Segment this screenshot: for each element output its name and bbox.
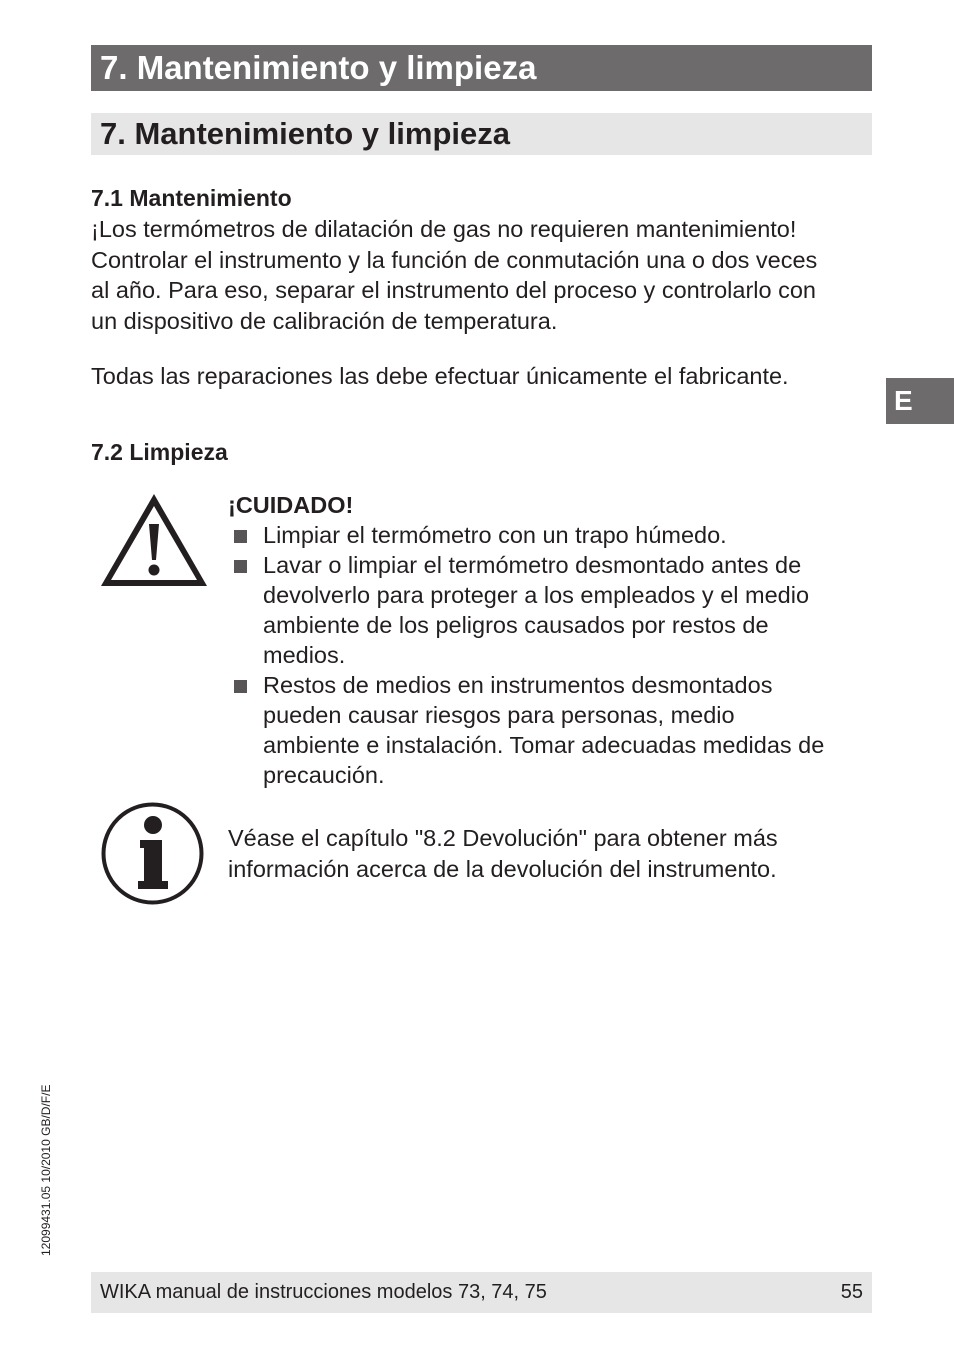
bullet-line: Limpiar el termómetro con un trapo húmedo. (263, 522, 727, 548)
section-title-bar (91, 113, 872, 155)
language-tab (886, 378, 954, 424)
section-title: 7. Mantenimiento y limpieza (100, 116, 510, 151)
footer-bar (91, 1272, 872, 1313)
caution-block (228, 490, 878, 790)
bullet-line: Restos de medios en instrumentos desmontados (263, 672, 773, 698)
info-line: información acerca de la devolución del instrumento. (228, 856, 777, 882)
info-line: Véase el capítulo "8.2 Devolución" para obtener más (228, 825, 778, 851)
bullet-line: precaución. (263, 762, 385, 788)
bullet-line: pueden causar riesgos para personas, medio (263, 702, 735, 728)
paragraph-line: ¡Los termómetros de dilatación de gas no requieren mantenimiento! (91, 216, 797, 242)
bullet-square-icon (234, 530, 247, 543)
paragraph-line: al año. Para eso, separar el instrumento del proceso y controlarlo con (91, 277, 816, 303)
bullet-line: medios. (263, 642, 346, 668)
bullet-square-icon (234, 680, 247, 693)
language-tab-label: E (894, 385, 913, 416)
bullet-line: devolverlo para proteger a los empleados y el medio (263, 582, 810, 608)
paragraph-line: Controlar el instrumento y la función de conmutación una o dos veces (91, 246, 818, 273)
footer-title: WIKA manual de instrucciones modelos 73, 74, 75 (100, 1281, 547, 1303)
bullet-line: ambiente de los peligros causados por restos de (263, 612, 769, 638)
page-number: 55 (840, 1281, 863, 1303)
bullet-square-icon (234, 560, 247, 573)
caution-title: ¡CUIDADO! (228, 492, 354, 518)
bullet-item (228, 550, 878, 670)
bullet-item (228, 520, 878, 550)
maintenance-paragraph (91, 214, 881, 336)
repairs-line: Todas las reparaciones las debe efectuar únicamente el fabricante. (91, 363, 789, 389)
repairs-paragraph (91, 361, 881, 392)
document-code: 12099431.05 10/2010 GB/D/F/E (39, 1084, 53, 1256)
maintenance-heading: 7.1 Mantenimiento (91, 185, 292, 211)
paragraph-line: un dispositivo de calibración de temperatura. (91, 307, 558, 334)
cleaning-heading: 7.2 Limpieza (91, 439, 228, 465)
info-icon (100, 801, 205, 906)
bullet-line: ambiente e instalación. Tomar adecuadas medidas de (263, 732, 825, 758)
bullet-item (228, 670, 878, 790)
bullet-line: Lavar o limpiar el termómetro desmontado antes de (263, 552, 802, 578)
chapter-title: 7. Mantenimiento y limpieza (100, 49, 537, 86)
chapter-header-bar (91, 45, 872, 91)
warning-triangle-icon (97, 490, 211, 590)
info-note (228, 823, 778, 885)
